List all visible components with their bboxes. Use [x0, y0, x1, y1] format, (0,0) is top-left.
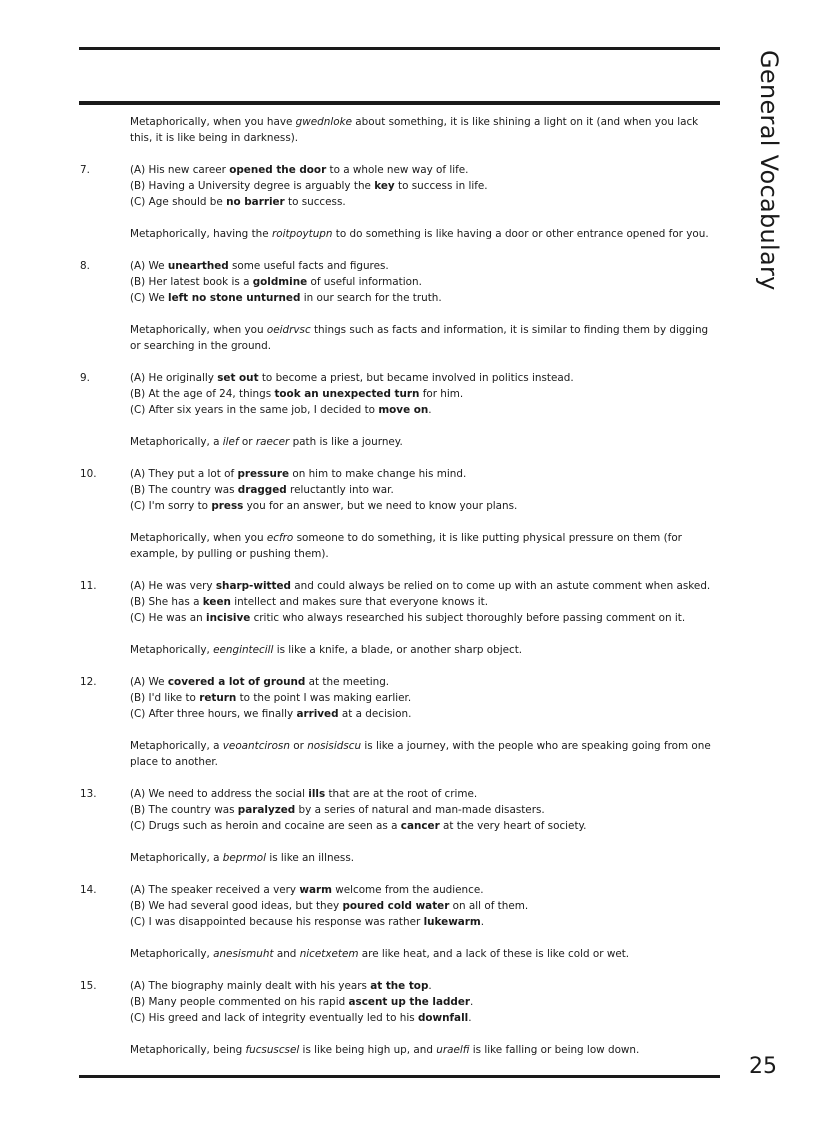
- text-fragment: (A) We: [130, 260, 168, 272]
- text-fragment: is like falling or being low down.: [469, 1044, 640, 1056]
- text-fragment: (B) Her latest book is a: [130, 276, 253, 288]
- text-fragment: and: [273, 948, 300, 960]
- exercise-item: [80, 882, 720, 962]
- example-lines: [130, 370, 720, 418]
- text-fragment: you for an answer, but we need to know your plans.: [243, 500, 518, 512]
- metaphor-explanation: [130, 322, 720, 354]
- text-fragment: Metaphorically, being: [130, 1044, 246, 1056]
- example-sentence: [130, 386, 720, 402]
- text-fragment: .: [470, 996, 474, 1008]
- text-fragment: (C) After six years in the same job, I decided to: [130, 404, 379, 416]
- text-fragment: at a decision.: [338, 708, 412, 720]
- example-lines: [130, 882, 720, 930]
- scrambled-word: ilef: [222, 436, 239, 448]
- text-fragment: (B) The country was: [130, 804, 238, 816]
- example-sentence: [130, 914, 720, 930]
- example-sentence: [130, 802, 720, 818]
- text-fragment: (B) We had several good ideas, but they: [130, 900, 343, 912]
- metaphor-explanation: [130, 226, 720, 242]
- text-fragment: for him.: [419, 388, 464, 400]
- exercise-sentences: [80, 978, 720, 1026]
- example-lines: [130, 578, 720, 626]
- example-sentence: [130, 578, 720, 594]
- target-phrase: opened the door: [229, 164, 327, 176]
- target-phrase: unearthed: [167, 260, 229, 272]
- text-fragment: (C) He was an: [130, 612, 207, 624]
- text-fragment: of useful information.: [307, 276, 422, 288]
- page-content: [80, 114, 720, 1074]
- target-phrase: key: [374, 180, 395, 192]
- text-fragment: (B) Having a University degree is arguably the: [130, 180, 375, 192]
- header-rule-top: [79, 47, 720, 50]
- example-sentence: [130, 882, 720, 898]
- item-number: 7.: [80, 164, 90, 176]
- target-phrase: press: [211, 500, 244, 512]
- text-fragment: is like a journey, with the people who are speaking going from one place to another.: [130, 740, 711, 768]
- text-fragment: (C) Drugs such as heroin and cocaine are seen as a: [130, 820, 401, 832]
- exercise-sentences: [80, 466, 720, 514]
- scrambled-word: roitpoytupn: [271, 228, 333, 240]
- text-fragment: (C) Age should be: [130, 196, 227, 208]
- target-phrase: downfall: [417, 1012, 469, 1024]
- text-fragment: to a whole new way of life.: [326, 164, 469, 176]
- target-phrase: arrived: [296, 708, 339, 720]
- metaphor-explanation: [130, 738, 720, 770]
- example-sentence: [130, 1010, 720, 1026]
- target-phrase: warm: [299, 884, 332, 896]
- target-phrase: keen: [202, 596, 231, 608]
- metaphor-explanation: [130, 1042, 720, 1058]
- example-lines: [130, 674, 720, 722]
- example-sentence: [130, 498, 720, 514]
- scrambled-word: fucsuscsel: [245, 1044, 300, 1056]
- text-fragment: Metaphorically, a: [130, 852, 223, 864]
- example-sentence: [130, 178, 720, 194]
- target-phrase: ascent up the ladder: [348, 996, 471, 1008]
- exercise-sentences: [80, 370, 720, 418]
- text-fragment: to the point I was making earlier.: [236, 692, 412, 704]
- text-fragment: are like heat, and a lack of these is like cold or wet.: [358, 948, 630, 960]
- exercise-item: [80, 258, 720, 354]
- example-sentence: [130, 370, 720, 386]
- text-fragment: Metaphorically, when you have: [130, 116, 296, 128]
- target-phrase: paralyzed: [237, 804, 296, 816]
- item-number: 12.: [80, 676, 97, 688]
- text-fragment: (A) The biography mainly dealt with his years: [130, 980, 371, 992]
- scrambled-word: anesismuht: [213, 948, 274, 960]
- text-fragment: (A) The speaker received a very: [130, 884, 300, 896]
- example-sentence: [130, 898, 720, 914]
- scrambled-word: uraelfi: [436, 1044, 470, 1056]
- example-lines: [130, 162, 720, 210]
- exercise-sentences: [80, 882, 720, 930]
- text-fragment: (A) We: [130, 676, 168, 688]
- text-fragment: at the very heart of society.: [439, 820, 587, 832]
- text-fragment: (A) We need to address the social: [130, 788, 309, 800]
- example-sentence: [130, 978, 720, 994]
- example-sentence: [130, 402, 720, 418]
- exercise-item: [80, 370, 720, 450]
- exercise-sentences: [80, 786, 720, 834]
- exercise-item: [80, 466, 720, 562]
- text-fragment: (B) At the age of 24, things: [130, 388, 275, 400]
- metaphor-explanation: [130, 642, 720, 658]
- example-lines: [130, 466, 720, 514]
- scrambled-word: nicetxetem: [299, 948, 359, 960]
- example-sentence: [130, 610, 720, 626]
- scrambled-word: eengintecill: [213, 644, 274, 656]
- example-sentence: [130, 818, 720, 834]
- exercise-item: [80, 578, 720, 658]
- text-fragment: is like a knife, a blade, or another sharp object.: [273, 644, 523, 656]
- text-fragment: (B) I'd like to: [130, 692, 200, 704]
- text-fragment: welcome from the audience.: [331, 884, 484, 896]
- text-fragment: someone to do something, it is like putting physical pressure on them (for example, by pulling or pushing them).: [130, 532, 682, 560]
- text-fragment: .: [428, 404, 432, 416]
- text-fragment: (C) I'm sorry to: [130, 500, 212, 512]
- text-fragment: on him to make change his mind.: [289, 468, 467, 480]
- section-title-vertical: General Vocabulary: [755, 50, 783, 291]
- target-phrase: pressure: [237, 468, 290, 480]
- target-phrase: poured cold water: [342, 900, 450, 912]
- text-fragment: .: [480, 916, 485, 928]
- item-number: 8.: [80, 260, 90, 272]
- text-fragment: (C) We: [130, 292, 169, 304]
- text-fragment: some useful facts and figures.: [228, 260, 389, 272]
- metaphor-explanation: [130, 530, 720, 562]
- scrambled-word: ecfro: [266, 532, 294, 544]
- text-fragment: Metaphorically, when you: [130, 324, 267, 336]
- exercise-list: [80, 162, 720, 1058]
- target-phrase: dragged: [237, 484, 287, 496]
- exercise-sentences: [80, 578, 720, 626]
- example-sentence: [130, 594, 720, 610]
- example-sentence: [130, 274, 720, 290]
- example-sentence: [130, 482, 720, 498]
- example-sentence: [130, 994, 720, 1010]
- text-fragment: (C) His greed and lack of integrity eventually led to his: [130, 1012, 418, 1024]
- example-lines: [130, 258, 720, 306]
- text-fragment: Metaphorically, a: [130, 740, 223, 752]
- scrambled-word: gwednloke: [295, 116, 352, 128]
- text-fragment: (C) I was disappointed because his response was rather: [130, 916, 424, 928]
- text-fragment: intellect and makes sure that everyone knows it.: [230, 596, 489, 608]
- page-number: 25: [749, 1054, 777, 1079]
- item-number: 14.: [80, 884, 97, 896]
- example-sentence: [130, 290, 720, 306]
- scrambled-word: beprmol: [222, 852, 267, 864]
- target-phrase: sharp-witted: [215, 580, 291, 592]
- target-phrase: covered a lot of ground: [167, 676, 306, 688]
- text-fragment: that are at the root of crime.: [325, 788, 478, 800]
- example-sentence: [130, 786, 720, 802]
- text-fragment: Metaphorically,: [130, 644, 214, 656]
- text-fragment: Metaphorically, when you: [130, 532, 267, 544]
- text-fragment: critic who always researched his subject thoroughly before passing comment on it.: [250, 612, 686, 624]
- scrambled-word: raecer: [255, 436, 290, 448]
- metaphor-explanation: [130, 434, 720, 450]
- text-fragment: Metaphorically, having the: [130, 228, 272, 240]
- text-fragment: or: [289, 740, 308, 752]
- item-number: 15.: [80, 980, 97, 992]
- text-fragment: (A) His new career: [130, 164, 230, 176]
- text-fragment: in our search for the truth.: [300, 292, 442, 304]
- text-fragment: (C) After three hours, we finally: [130, 708, 297, 720]
- text-fragment: on all of them.: [449, 900, 529, 912]
- text-fragment: (B) She has a: [130, 596, 203, 608]
- target-phrase: took an unexpected turn: [274, 388, 420, 400]
- exercise-item: [80, 978, 720, 1058]
- item-number: 9.: [80, 372, 90, 384]
- footer-rule: [79, 1075, 720, 1078]
- exercise-item: [80, 162, 720, 242]
- text-fragment: Metaphorically, a: [130, 436, 223, 448]
- example-sentence: [130, 690, 720, 706]
- example-sentence: [130, 706, 720, 722]
- text-fragment: and could always be relied on to come up with an astute comment when asked.: [290, 580, 711, 592]
- header-rule-bottom: [79, 101, 720, 105]
- text-fragment: Metaphorically,: [130, 948, 214, 960]
- target-phrase: ills: [308, 788, 326, 800]
- text-fragment: (A) He was very: [130, 580, 216, 592]
- text-fragment: is like being high up, and: [299, 1044, 437, 1056]
- target-phrase: goldmine: [252, 276, 308, 288]
- text-fragment: by a series of natural and man-made disasters.: [295, 804, 545, 816]
- intro-explanation: [130, 114, 720, 146]
- item-number: 10.: [80, 468, 97, 480]
- text-fragment: (B) The country was: [130, 484, 238, 496]
- target-phrase: lukewarm: [423, 916, 481, 928]
- text-fragment: reluctantly into war.: [286, 484, 394, 496]
- text-fragment: at the meeting.: [305, 676, 390, 688]
- text-fragment: things such as facts and information, it is similar to finding them by digging or searching in the ground.: [130, 324, 709, 352]
- exercise-item: [80, 786, 720, 866]
- target-phrase: move on: [378, 404, 429, 416]
- text-fragment: to become a priest, but became involved in politics instead.: [258, 372, 574, 384]
- exercise-sentences: [80, 258, 720, 306]
- item-number: 11.: [80, 580, 97, 592]
- text-fragment: (A) They put a lot of: [130, 468, 238, 480]
- text-fragment: to do something is like having a door or other entrance opened for you.: [332, 228, 709, 240]
- scrambled-word: veoantcirosn: [222, 740, 290, 752]
- item-number: 13.: [80, 788, 97, 800]
- example-sentence: [130, 194, 720, 210]
- exercise-sentences: [80, 674, 720, 722]
- text-fragment: to success.: [284, 196, 346, 208]
- scrambled-word: nosisidscu: [307, 740, 362, 752]
- target-phrase: left no stone unturned: [168, 292, 301, 304]
- target-phrase: return: [199, 692, 237, 704]
- text-fragment: .: [468, 1012, 472, 1024]
- text-fragment: about something, it is like shining a light on it (and when you lack this, it is like being in darkness).: [130, 116, 699, 144]
- scrambled-word: oeidrvsc: [266, 324, 311, 336]
- text-fragment: is like an illness.: [266, 852, 355, 864]
- text-fragment: to success in life.: [394, 180, 488, 192]
- example-sentence: [130, 466, 720, 482]
- text-fragment: .: [428, 980, 432, 992]
- target-phrase: cancer: [400, 820, 440, 832]
- example-sentence: [130, 258, 720, 274]
- metaphor-explanation: [130, 946, 720, 962]
- text-fragment: path is like a journey.: [289, 436, 403, 448]
- text-fragment: (A) He originally: [130, 372, 218, 384]
- exercise-item: [80, 674, 720, 770]
- target-phrase: incisive: [206, 612, 251, 624]
- example-lines: [130, 786, 720, 834]
- text-fragment: or: [238, 436, 256, 448]
- example-sentence: [130, 162, 720, 178]
- metaphor-explanation: [130, 850, 720, 866]
- example-lines: [130, 978, 720, 1026]
- exercise-sentences: [80, 162, 720, 210]
- text-fragment: (B) Many people commented on his rapid: [130, 996, 349, 1008]
- target-phrase: set out: [217, 372, 259, 384]
- example-sentence: [130, 674, 720, 690]
- target-phrase: at the top: [370, 980, 429, 992]
- target-phrase: no barrier: [226, 196, 285, 208]
